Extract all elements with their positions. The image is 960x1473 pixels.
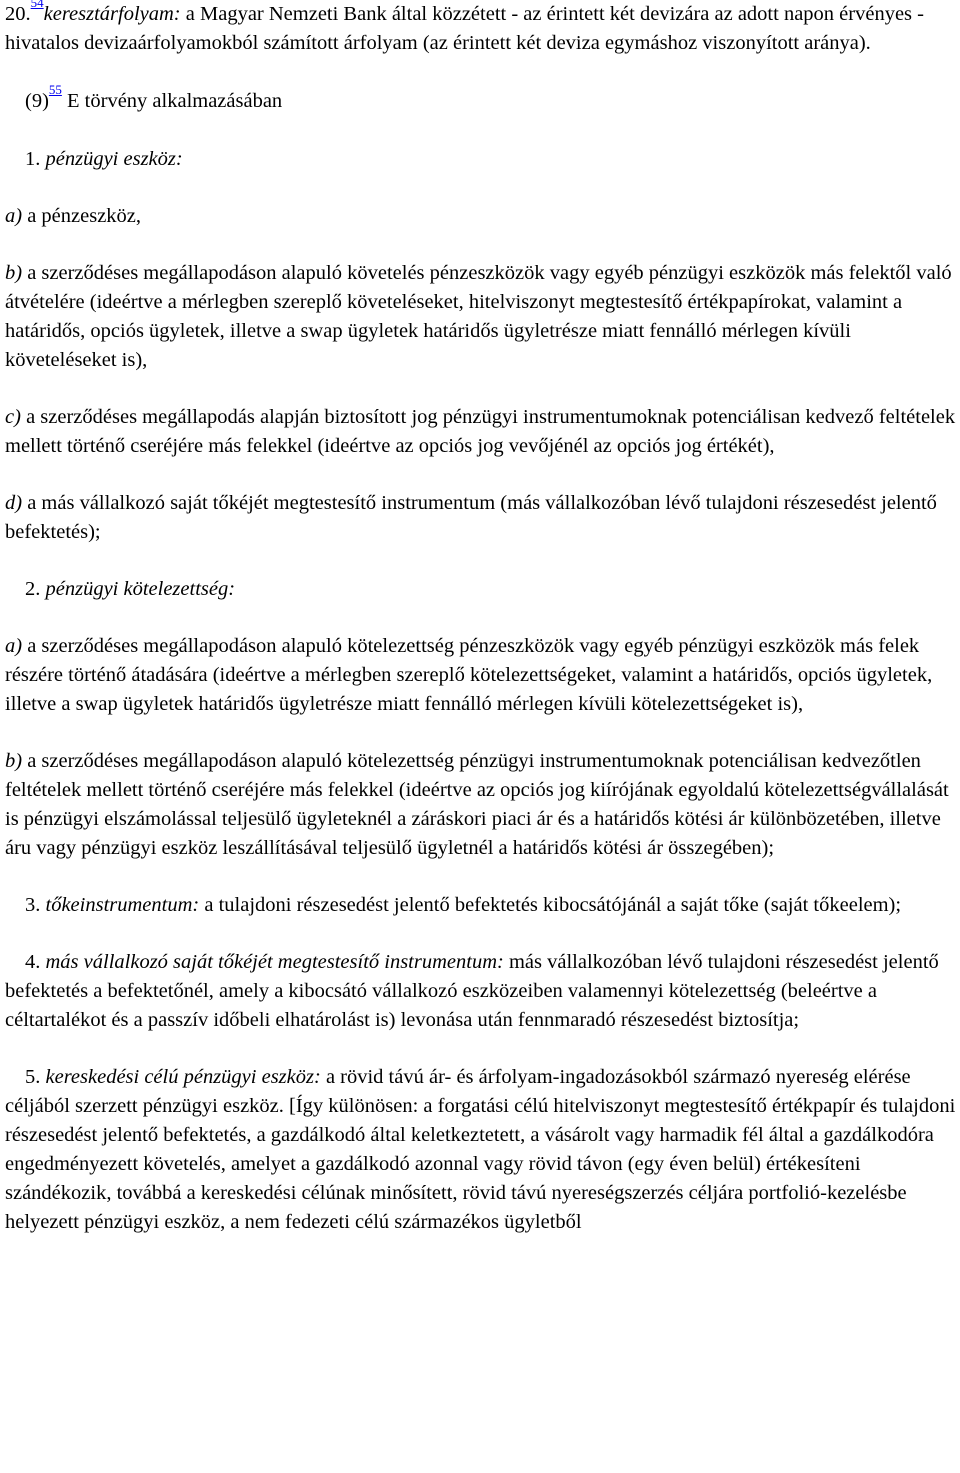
item-1-heading xyxy=(5,145,957,174)
item-5 xyxy=(5,1063,957,1237)
item-text: a rövid távú ár- és árfolyam-ingadozásokból származó nyereség elérése céljából szerzett pénzügyi eszköz. [Így különösen: a forgatási célú hitelviszonyt megtestesítő értékpapír és tulajdoni részesedést jelentő befektetés, a gazdálkodó által keletkeztetett, a vásárolt vagy harmadik fél által a gazdálkodóra engedményezett követelés, amelyet a gazdálkodó azonnal vagy rövid távon (egy éven belül) értékesíteni szándékozik, továbbá a kereskedési célúnak minősített, rövid távú nyereségszerzés céljára portfolió-kezelésbe helyezett pénzügyi eszköz, a nem fedezeti célú származékos ügyletből xyxy=(5,1066,956,1233)
item-1-b xyxy=(5,259,957,375)
paragraph-text: E törvény alkalmazásában xyxy=(61,90,283,112)
paragraph-number: 20. xyxy=(5,3,31,25)
item-number: 3. xyxy=(25,894,46,916)
point-label: d) xyxy=(5,492,23,514)
point-text: a szerződéses megállapodás alapján biztosított jog pénzügyi instrumentumoknak potenciálisan kedvező feltételek mellett történő cseréjére más felekkel (ideértve az opciós jog vevőjénél az opciós jog értékét), xyxy=(5,406,956,457)
footnote-link-54[interactable]: 54 xyxy=(30,0,44,10)
item-number: 4. xyxy=(25,951,46,973)
point-text: a szerződéses megállapodáson alapuló kötelezettség pénzeszközök vagy egyéb pénzügyi eszközök más felek részére történő átadására (ideértve a mérlegben szereplő kötelezettségeket, valamint a határidős, opciós ügyletek, illetve a swap ügyletek határidős ügyletrésze miatt fennálló mérlegen kívüli kötelezettségeket is), xyxy=(5,635,933,715)
point-label: a) xyxy=(5,635,23,657)
paragraph-9 xyxy=(5,82,957,116)
paragraph-number: (9) xyxy=(25,90,49,112)
footnote-link-55[interactable]: 55 xyxy=(48,82,62,97)
point-label: a) xyxy=(5,205,23,227)
term-tokeinstrumentum: tőkeinstrumentum: xyxy=(45,894,200,916)
item-1-c xyxy=(5,403,957,461)
item-1-a xyxy=(5,202,957,231)
item-text: más vállalkozóban lévő tulajdoni részesedést jelentő befektetés a befektetőnél, amely a kibocsátó vállalkozó eszközeiben valamennyi kötelezettség (beleértve a céltartalékot és a passzív időbeli elhatárolást is) levonása után fennmaradó részesedést biztosítja; xyxy=(5,951,939,1031)
point-text: a pénzeszköz, xyxy=(22,205,142,227)
point-text: a szerződéses megállapodáson alapuló követelés pénzeszközök vagy egyéb pénzügyi eszközök más felektől való átvételére (ideértve a mérlegben szereplő követeléseket, hitelviszonyt megtestesítő értékpapírokat, valamint a határidős, opciós ügyletek, illetve a swap ügyletek határidős ügyletrésze miatt fennálló mérlegen kívüli követeléseket is), xyxy=(5,262,952,371)
paragraph-text: a Magyar Nemzeti Bank által közzétett - az érintett két devizára az adott napon érvényes - hivatalos devizaárfolyamokból számított árfolyam (az érintett két deviza egymáshoz viszonyított aránya). xyxy=(5,3,924,54)
paragraph-20 xyxy=(5,0,957,58)
item-2-a xyxy=(5,632,957,719)
term-penzugyi-eszkoz: pénzügyi eszköz: xyxy=(45,148,183,170)
term-kereskedesi-celu-eszkoz: kereskedési célú pénzügyi eszköz: xyxy=(45,1066,321,1088)
item-2-heading xyxy=(5,575,957,604)
item-3 xyxy=(5,891,957,920)
point-text: a más vállalkozó saját tőkéjét megtestesítő instrumentum (más vállalkozóban lévő tulajdoni részesedést jelentő befektetés); xyxy=(5,492,937,543)
item-text: a tulajdoni részesedést jelentő befektetés kibocsátójánál a saját tőke (saját tőkeelem); xyxy=(199,894,902,916)
term-mas-vallalkozo-instrumentum: más vállalkozó saját tőkéjét megtestesítő instrumentum: xyxy=(45,951,504,973)
point-label: c) xyxy=(5,406,21,428)
point-label: b) xyxy=(5,750,23,772)
item-number: 2. xyxy=(25,578,46,600)
point-text: a szerződéses megállapodáson alapuló kötelezettség pénzügyi instrumentumoknak potenciálisan kedvezőtlen feltételek mellett történő cseréjére más felekkel (ideértve az opciós jog kiírójának egyoldalú kötelezettségvállalását is pénzügyi elszámolással teljesülő ügyleteknél a záráskori piaci ár és a határidős kötési ár különbözetében, illetve áru vagy pénzügyi eszköz leszállításával teljesülő ügyletnél a határidős kötési ár összegében); xyxy=(5,750,949,859)
item-number: 1. xyxy=(25,148,46,170)
item-4 xyxy=(5,948,957,1035)
term-keresztarfolyam: keresztárfolyam: xyxy=(43,3,181,25)
item-number: 5. xyxy=(25,1066,46,1088)
document-body xyxy=(5,0,957,1237)
item-2-b xyxy=(5,747,957,863)
item-1-d xyxy=(5,489,957,547)
term-penzugyi-kotelezettseg: pénzügyi kötelezettség: xyxy=(45,578,236,600)
point-label: b) xyxy=(5,262,23,284)
